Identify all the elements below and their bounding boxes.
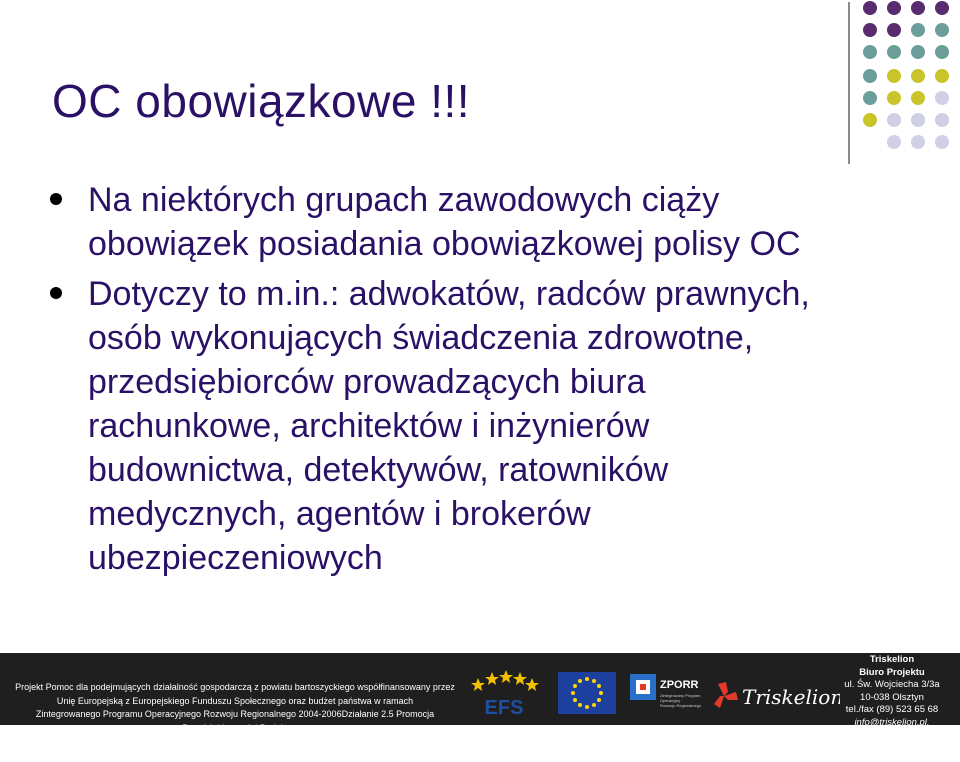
divider-line [848, 2, 850, 164]
contact-city: 10-038 Olsztyn [860, 691, 924, 703]
project-line: Zintegrowanego Programu Operacyjnego Rozwoju Regionalnego 2004-2006Działanie 2.5 Promocja Przedsiębiorczości Projekt [35, 709, 435, 733]
bullet-list [44, 178, 844, 586]
svg-text:Operacyjny: Operacyjny [660, 698, 681, 703]
bullet-dot-icon [50, 287, 62, 299]
project-line: Projekt Pomoc dla podejmujących działalność gospodarczą z powiatu bartoszyckiego współfinansowany przez [15, 682, 455, 692]
svg-text:Rozwoju Regionalnego: Rozwoju Regionalnego [660, 703, 702, 708]
project-line: Unię Europejską z Europejskiego Funduszu Społecznego oraz budżet państwa w ramach [56, 695, 414, 706]
contact-www-link[interactable]: www.triskelion.pl [856, 729, 928, 740]
svg-text:Zintegrowany Program: Zintegrowany Program [660, 693, 701, 698]
bullet-text: Na niektórych grupach zawodowych ciąży obowiązek posiadania obowiązkowej polisy OC [88, 181, 801, 263]
bullet-text: Dotyczy to m.in.: adwokatów, radców prawnych, osób wykonujących świadczenia zdrowotne, przedsiębiorców prowadzących biura rachunkowe, architektów i inżynierów budownictwa, detektywów, ratowników medycznych, agentów i brokerów ubezpieczeniowych [88, 275, 810, 577]
decorative-dot-grid [862, 0, 960, 150]
bullet-item [44, 178, 844, 266]
triskelion-logo-icon [710, 676, 840, 716]
project-info [0, 681, 470, 762]
sponsor-logos [470, 662, 840, 722]
svg-text:EFS: EFS [484, 697, 524, 718]
contact-phone: tel./fax (89) 523 65 68 [845, 704, 939, 715]
zporr-logo-icon [630, 670, 710, 718]
project-line: jest realizowany w ramach umowy podpisanej z Warmińsko-Mazurską Agencją Rozwoju Regionalnego S.A. w Olsztynie [16, 736, 454, 760]
efs-logo-icon [470, 666, 540, 718]
bullet-dot-icon [50, 193, 62, 205]
slide-title: OC obowiązkowe !!! [52, 75, 471, 127]
contact-name: Triskelion [869, 654, 915, 665]
eu-flag-icon [558, 672, 616, 714]
svg-text:Triskelion: Triskelion [742, 685, 840, 709]
contact-info [832, 654, 952, 742]
contact-street: ul. Św. Wojciecha 3/3a [844, 679, 940, 690]
bullet-item [44, 272, 844, 580]
contact-email[interactable]: info@triskelion.pl, [854, 716, 930, 728]
svg-text:ZPORR: ZPORR [660, 679, 699, 691]
contact-office: Biuro Projektu [859, 666, 925, 678]
